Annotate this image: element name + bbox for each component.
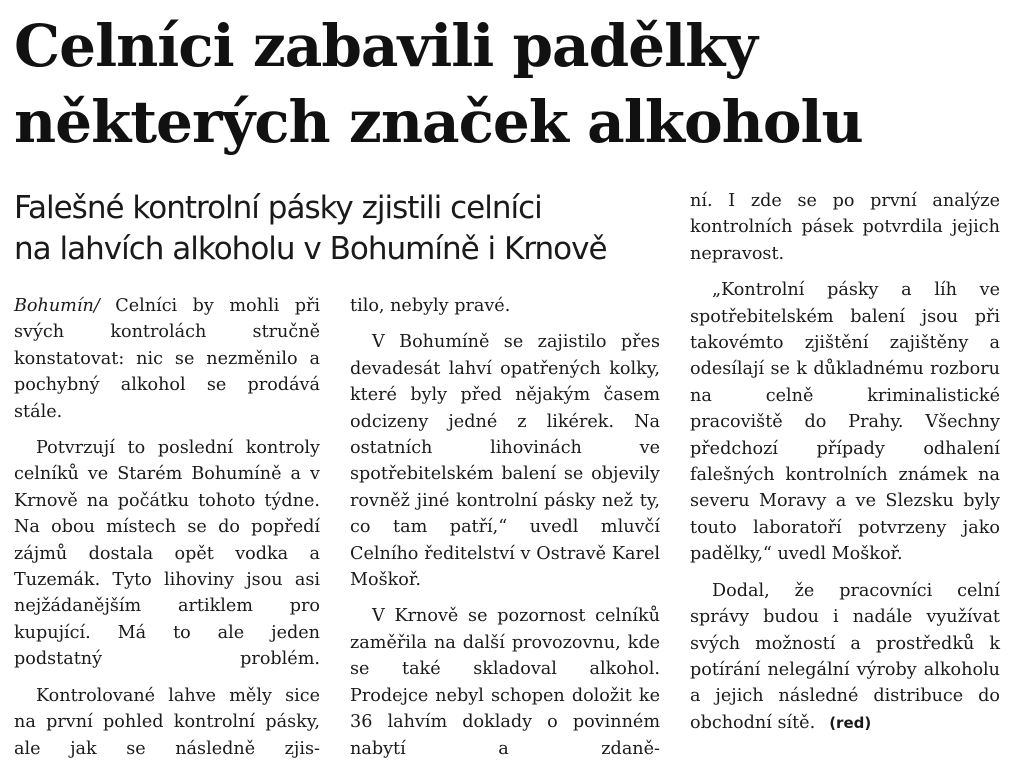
subheadline-line-2: na lahvích alkoholu v Bohumíně i Krnově	[14, 231, 607, 267]
headline	[14, 8, 1004, 160]
paragraph-3: Kontrolované lahve měly sice na první pohled kontrolní pásky, ale jak se následně zjis-	[14, 685, 320, 759]
article-column-1	[14, 293, 320, 762]
headline-line-2: některých značek alkoholu	[14, 88, 863, 156]
paragraph-7	[690, 578, 1000, 736]
paragraph-1-text: Celníci by mohli při svých kontrolách stručně konstatovat: nic se nezměnilo a pochybný alkohol se prodává stále.	[14, 296, 320, 422]
paragraph-5-continued: ní. I zde se po první analýze kontrolních pásek potvrdila jejich nepravost.	[690, 191, 1000, 264]
article-column-3	[690, 188, 1000, 736]
paragraph-2: Potvrzují to poslední kontroly celníků ve Starém Bohumíně a v Krnově na počátku tohoto týdne. Na obou místech se do popředí zájmů dostala opět vodka a Tuzemák. Tyto lihoviny jsou asi nejžádanějším artiklem pro kupující. Má to ale jeden podstatný problém.	[14, 438, 320, 670]
headline-line-1: Celníci zabavili padělky	[14, 12, 757, 80]
paragraph-7-text: Dodal, že pracovníci celní správy budou i nadále využívat svých možností a prostředků k potírání nelegální výroby alkoholu a jejich následné distribuce do obchodní sítě.	[690, 580, 1000, 733]
subheadline-line-1: Falešné kontrolní pásky zjistili celníci	[14, 190, 542, 226]
paragraph-3-continued: tilo, nebyly pravé.	[350, 296, 511, 316]
subheadline	[14, 188, 684, 270]
paragraph-4: V Bohumíně se zajistilo přes devadesát lahví opatřených kolky, které byly před nějakým časem odcizeny jedné z likérek. Na ostatních lihovinách ve spotřebitelském balení se objevily rovněž jiné kontrolní pásky než ty, co tam patří,“ uvedl mluvčí Celního ředitelství v Ostravě Karel Moškoř.	[350, 332, 660, 591]
paragraph-1	[14, 293, 320, 425]
dateline: Bohumín/	[14, 296, 100, 316]
author-signature: (red)	[829, 713, 872, 732]
article-column-2	[350, 293, 660, 762]
paragraph-5: V Krnově se pozornost celníků zaměřila na další provozovnu, kde se také skladoval alkohol. Prodejce nebyl schopen doložit ke 36 lahvím doklady o povinném nabytí a zdaně-	[350, 606, 660, 759]
paragraph-6: „Kontrolní pásky a líh ve spotřebitelském balení jsou při takovémto zjištění zajištěny a odesílají se k důkladnému rozboru na celně kriminalistické pracoviště do Prahy. Všechny předchozí případy odhalení falešných kontrolních známek na severu Moravy a ve Slezsku byly touto laboratoří potvrzeny jako padělky,“ uvedl Moškoř.	[690, 280, 1000, 565]
